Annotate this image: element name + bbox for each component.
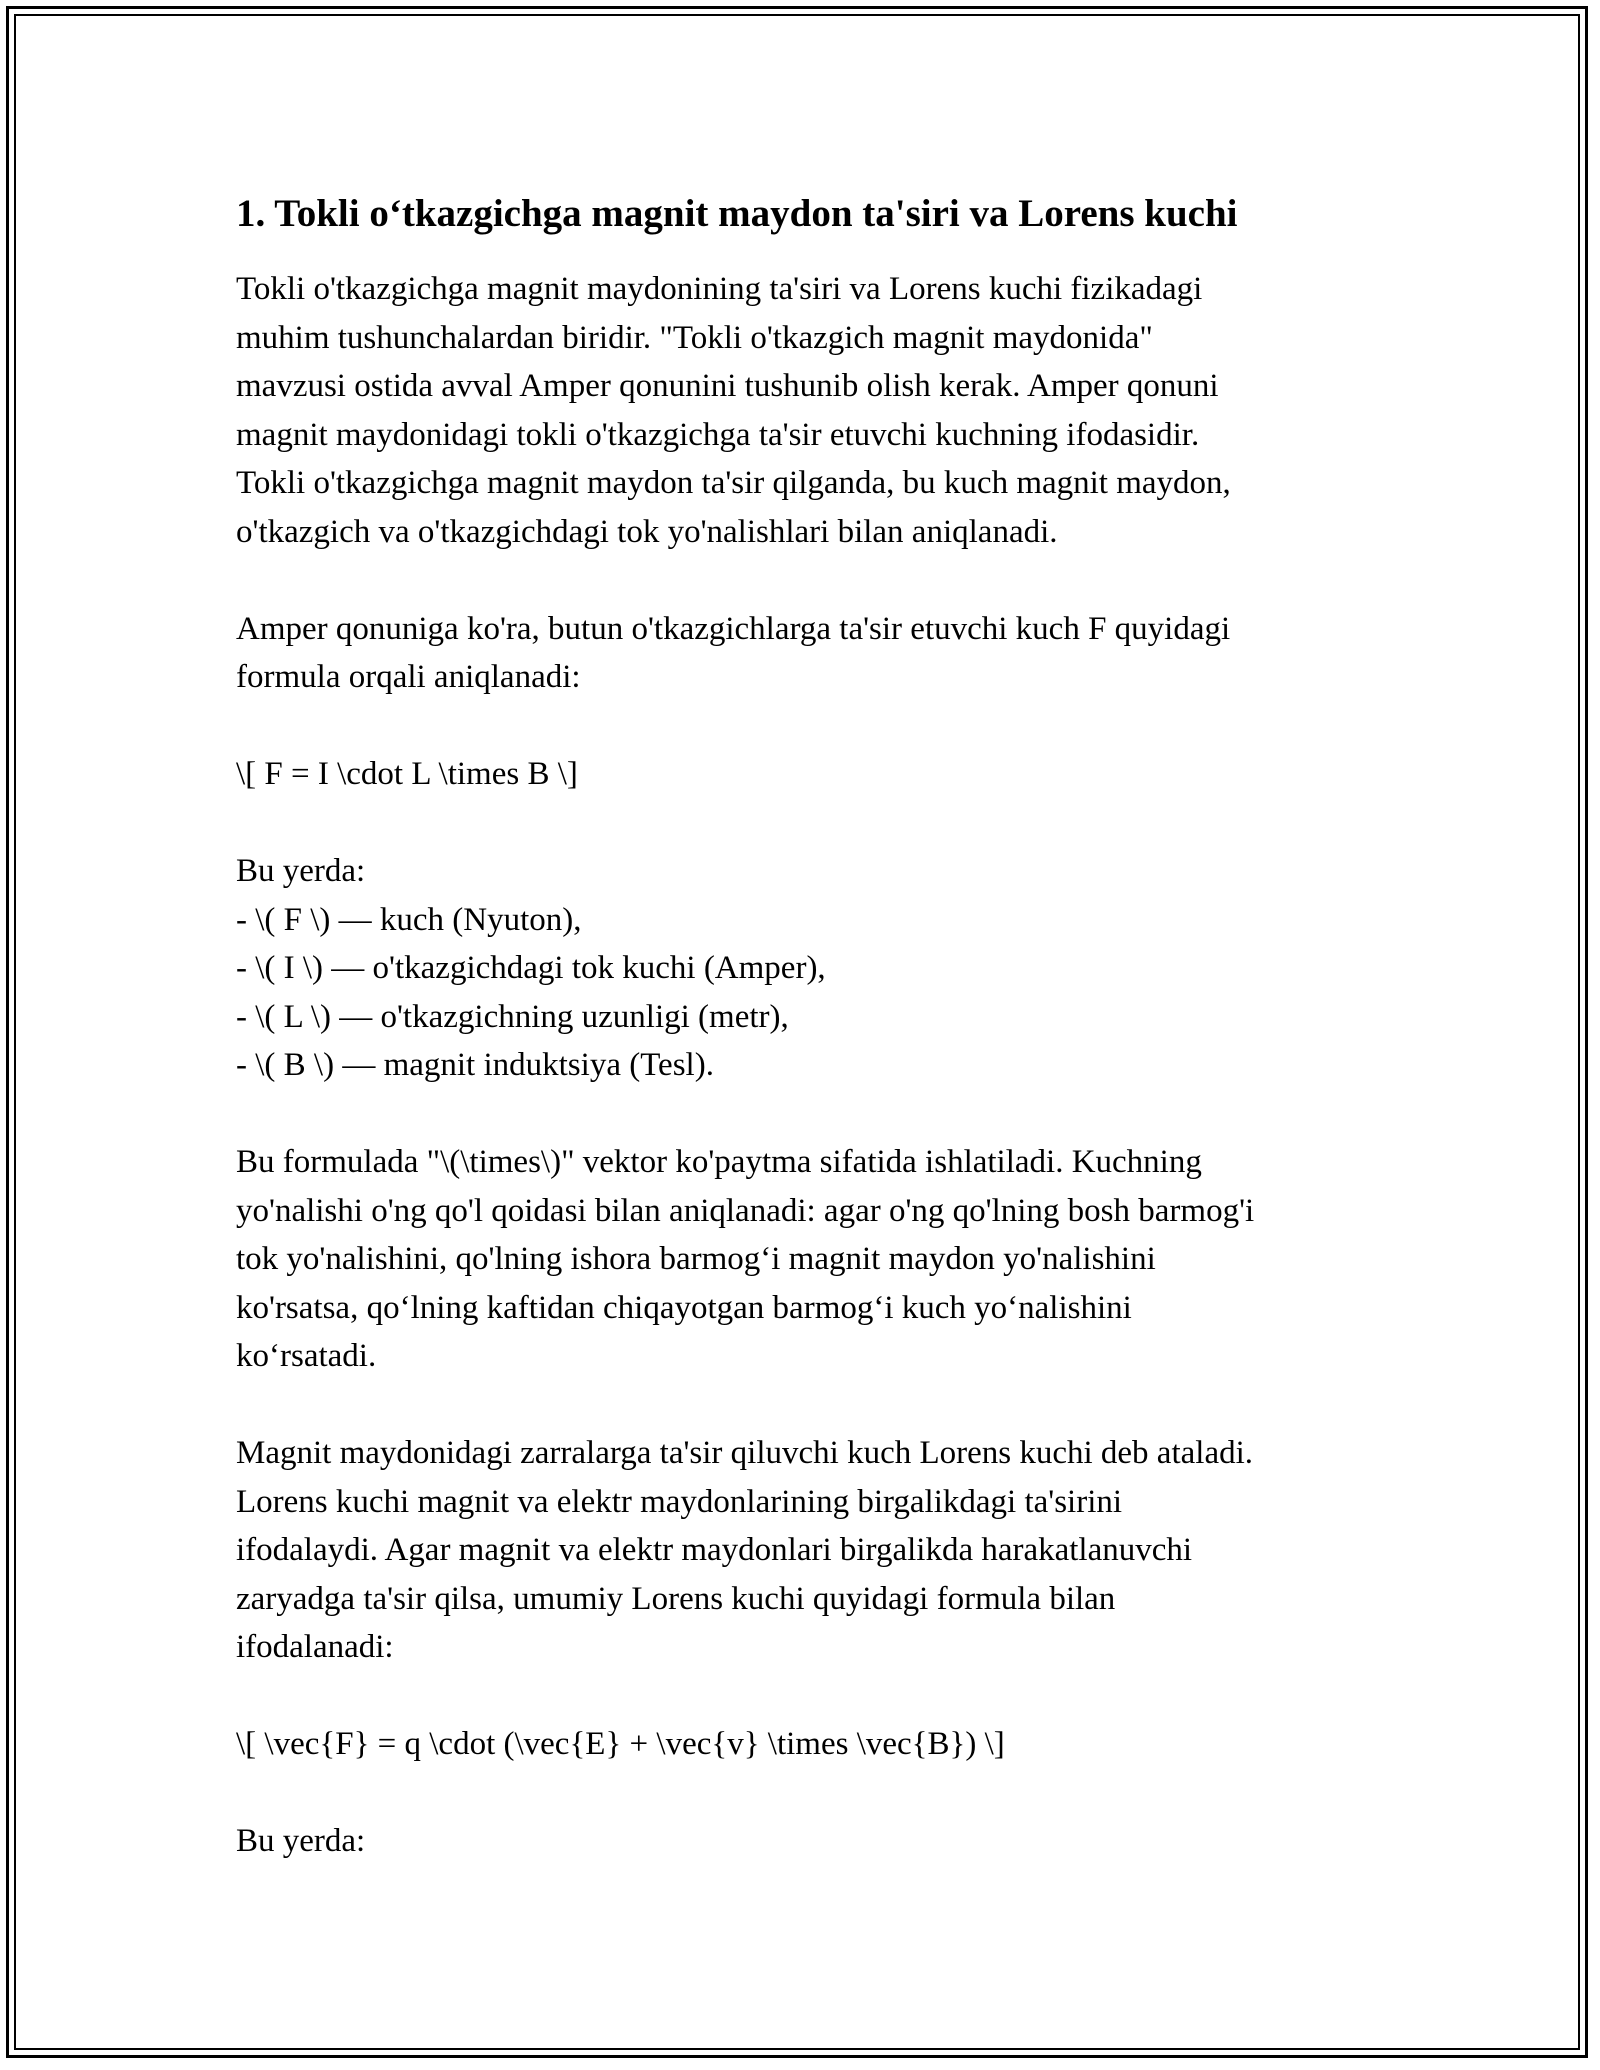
blank-line	[236, 556, 1396, 605]
text-line: - \( I \) — o'tkazgichdagi tok kuchi (Amper),	[236, 950, 826, 986]
text-line: Bu formulada "\(\times\)" vektor ko'paytma sifatida ishlatiladi. Kuchning	[236, 1144, 1202, 1180]
text-line: ifodalaydi. Agar magnit va elektr maydonlari birgalikda harakatlanuvchi	[236, 1532, 1193, 1568]
text-line: - \( F \) — kuch (Nyuton),	[236, 901, 582, 938]
text-line: Tokli o'tkazgichga magnit maydon ta'sir qilganda, bu kuch magnit maydon,	[236, 465, 1231, 501]
text-line: - \( B \) — magnit induktsiya (Tesl).	[236, 1047, 714, 1083]
section-heading: 1. Tokli o‘tkazgichga magnit maydon ta'siri va Lorens kuchi	[236, 192, 1238, 235]
text-line: Lorens kuchi magnit va elektr maydonlarining birgalikdagi ta'sirini	[236, 1483, 1123, 1520]
text-line: \[ F = I \cdot L \times B \]	[236, 756, 578, 792]
text-line: Amper qonuniga ko'ra, butun o'tkazgichlarga ta'sir etuvchi kuch F quyidagi	[236, 610, 1231, 647]
blank-line	[236, 1672, 1396, 1721]
text-line: Magnit maydonidagi zarralarga ta'sir qiluvchi kuch Lorens kuchi deb ataladi.	[236, 1435, 1254, 1471]
text-line: Tokli o'tkazgichga magnit maydonining ta'siri va Lorens kuchi fizikadagi	[236, 271, 1203, 307]
text-line: mavzusi ostida avval Amper qonunini tushunib olish kerak. Amper qonuni	[236, 368, 1219, 404]
text-line: yo'nalishi o'ng qo'l qoidasi bilan aniqlanadi: agar o'ng qo'lning bosh barmog'i	[236, 1192, 1255, 1229]
blank-line	[236, 799, 1396, 848]
blank-line	[236, 702, 1396, 751]
text-line: ko'rsatsa, qo‘lning kaftidan chiqayotgan barmog‘i kuch yo‘nalishini	[236, 1289, 1132, 1326]
text-line: \[ \vec{F} = q \cdot (\vec{E} + \vec{v} \times \vec{B}) \]	[236, 1726, 1005, 1762]
text-line: ko‘rsatadi.	[236, 1338, 377, 1374]
blank-line	[236, 1769, 1396, 1818]
text-line: tok yo'nalishini, qo'lning ishora barmog‘i magnit maydon yo'nalishini	[236, 1241, 1156, 1277]
text-line: zaryadga ta'sir qilsa, umumiy Lorens kuchi quyidagi formula bilan	[236, 1580, 1116, 1617]
blank-line	[236, 1381, 1396, 1430]
text-line: ifodalanadi:	[236, 1629, 394, 1665]
text-line: o'tkazgich va o'tkazgichdagi tok yo'nalishlari bilan aniqlanadi.	[236, 513, 1058, 550]
text-line: formula orqali aniqlanadi:	[236, 659, 581, 695]
text-line: muhim tushunchalardan biridir. "Tokli o'tkazgich magnit maydonida"	[236, 319, 1153, 356]
text-line: Bu yerda:	[236, 853, 366, 889]
blank-line	[236, 1090, 1396, 1139]
document-body	[236, 188, 1396, 1866]
paragraph-text	[236, 265, 1396, 1866]
text-line: magnit maydonidagi tokli o'tkazgichga ta'sir etuvchi kuchning ifodasidir.	[236, 416, 1200, 453]
text-line: Bu yerda:	[236, 1823, 366, 1859]
text-line: - \( L \) — o'tkazgichning uzunligi (metr),	[236, 998, 789, 1035]
